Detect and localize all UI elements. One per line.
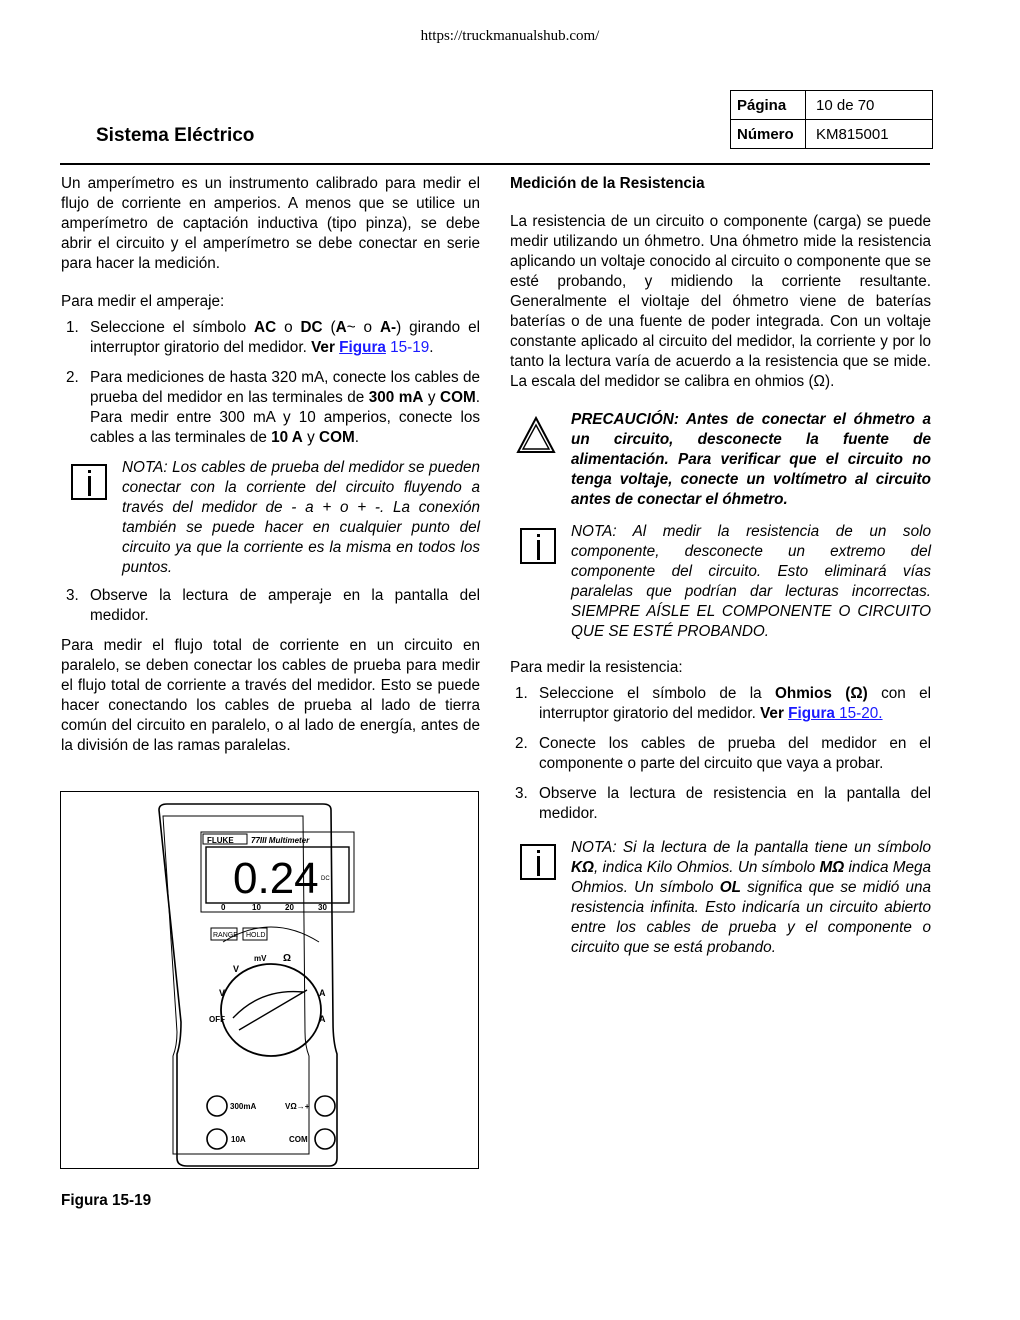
- a-ac-symbol: A: [335, 319, 347, 336]
- a-dc-symbol: A-: [379, 319, 397, 336]
- figure-ref: 15-19: [385, 339, 430, 356]
- ac-symbol: AC: [254, 319, 277, 336]
- note-isolate: [510, 522, 931, 642]
- ammeter-intro: Un amperímetro es un instrumento calibrado para medir el flujo de corriente en amperios. A menos que se utilice un amperímetro de captación inductiva (tipo pinza), se debe abrir el circuito y el amperímetro se debe conectar en serie para hacer la medición.: [61, 175, 480, 272]
- multimeter-illustration: [61, 792, 478, 1168]
- terminal-com: COM: [319, 429, 355, 446]
- scale-0: 0: [221, 903, 226, 912]
- scale-20: 20: [285, 903, 294, 912]
- step-text: Para mediciones de hasta 320 mA, conecte los cables de prueba del medidor en las terminales de: [90, 369, 480, 406]
- hold-button[interactable]: HOLD: [246, 932, 266, 939]
- step-text: Observe la lectura de amperaje en la pantalla del medidor.: [90, 587, 480, 624]
- terminal-v-ohm-label: VΩ→+: [285, 1102, 310, 1111]
- source-url: https://truckmanualshub.com/: [420, 28, 600, 44]
- amperage-lead: Para medir el amperaje:: [61, 293, 225, 310]
- step-text: y: [423, 389, 441, 406]
- meter-reading: 0.24: [233, 854, 319, 903]
- caution-text: PRECAUCIÓN: Antes de conectar el óhmetro a un circuito, desconecte la fuente de alimentación. Para verificar que el circuito no tenga voltaje, conecte un voltímetro al circuito antes de conectar el óhmetro.: [571, 411, 931, 508]
- resistance-step-2: [510, 734, 931, 774]
- terminal-com: COM: [440, 389, 476, 406]
- note-text: indica Mega Ohmios. Un símbolo: [571, 859, 932, 896]
- figure-15-19: [60, 791, 479, 1169]
- amperage-steps-cont: [61, 586, 480, 626]
- step-text: Seleccione el símbolo de la: [539, 685, 775, 702]
- step-text: ) girando el interruptor giratorio del medidor.: [90, 319, 480, 356]
- resistance-step-1: [510, 684, 931, 724]
- page-value: 10 de 70: [806, 91, 933, 120]
- note-text: NOTA: Al medir la resistencia de un solo componente, desconecte un extremo del componente del circuito. Esto eliminará vías paralelas que podrían dar lecturas incorrectas. SIEMPRE AÍSLE EL COMPONENTE O CIRCUITO QUE SE ESTÉ PROBANDO.: [571, 523, 931, 640]
- figure-ref: 15-20.: [834, 705, 883, 722]
- number-label: Número: [731, 120, 806, 149]
- step-text: con el interruptor giratorio del medidor.: [539, 685, 931, 722]
- note-text: NOTA: Los cables de prueba del medidor se pueden conectar con la corriente del circuito fluyendo a través del medidor de - a + o + -. La conexión también se puede hacer en cualquier punto del circuito ya que la corriente es la misma en todos los puntos.: [122, 459, 480, 576]
- resistance-step-3: [510, 784, 931, 824]
- dial-a-ac-label: A: [319, 988, 326, 998]
- meter-model: 77III Multimeter: [251, 836, 310, 845]
- parallel-paragraph: Para medir el flujo total de corriente en un circuito en paralelo, se deben conectar los cables de prueba para medir el flujo total de corriente a través del medidor. Esto se puede hacer conectando los cables de prueba al lado de tierra común del circuito en paralelo, o al lado de energía, antes de la división de las ramas paralelas.: [61, 637, 480, 754]
- kilo-ohm-symbol: KΩ: [571, 859, 594, 876]
- amperage-step-1: [61, 318, 480, 358]
- range-button[interactable]: RANGE: [213, 932, 238, 939]
- resistance-lead: Para medir la resistencia:: [510, 659, 683, 676]
- step-text: Observe la lectura de resistencia en la pantalla del medidor.: [539, 785, 931, 822]
- dc-symbol: DC: [300, 319, 323, 336]
- figure-link-15-20[interactable]: Figura: [788, 705, 835, 722]
- step-text: y: [302, 429, 320, 446]
- resistance-steps: [510, 684, 931, 824]
- step-text: (: [322, 319, 336, 336]
- note-text: NOTA: Si la lectura de la pantalla tiene un símbolo: [571, 839, 931, 856]
- info-icon: [520, 844, 556, 880]
- header-rule: [60, 163, 930, 165]
- step-text: .: [429, 339, 434, 356]
- ol-symbol: OL: [719, 879, 741, 896]
- step-text: Seleccione el símbolo: [90, 319, 255, 336]
- note-text: , indica Kilo Ohmios. Un símbolo: [594, 859, 820, 876]
- ver-label: Ver: [311, 339, 335, 356]
- step-text: . Para medir entre 300 mA y 10 amperios, conecte los cables a las terminales de: [90, 389, 480, 446]
- mega-ohm-symbol: MΩ: [819, 859, 845, 876]
- ohm-symbol: Ohmios (Ω): [774, 685, 868, 702]
- info-icon: [520, 528, 556, 564]
- page-label: Página: [731, 91, 806, 120]
- dial-off-label: OFF: [209, 1015, 225, 1024]
- dial-v-ac-label: V: [219, 988, 226, 998]
- terminal-com-label: COM: [289, 1135, 308, 1144]
- terminal-300ma: 300 mA: [368, 389, 424, 406]
- terminal-10a-label: 10A: [231, 1135, 246, 1144]
- terminal-300ma-label: 300mA: [230, 1102, 257, 1111]
- warning-triangle-icon: [516, 416, 556, 454]
- step-text: o: [276, 319, 301, 336]
- meter-brand: FLUKE: [207, 836, 234, 845]
- resistance-heading: Medición de la Resistencia: [510, 175, 705, 192]
- step-number: 2.: [515, 735, 528, 752]
- step-number: 1.: [66, 319, 79, 336]
- amperage-step-2: [61, 368, 480, 448]
- step-text: Conecte los cables de prueba del medidor en el componente o parte del circuito que vaya a probar.: [539, 735, 931, 772]
- step-number: 3.: [515, 785, 528, 802]
- left-column: [61, 174, 480, 756]
- scale-30: 30: [318, 903, 327, 912]
- step-text: ~ o: [346, 319, 380, 336]
- meter-reading-unit: DC: [321, 876, 330, 882]
- amperage-step-3: [61, 586, 480, 626]
- dial-mv-label: mV: [254, 954, 267, 963]
- step-text: .: [354, 429, 359, 446]
- step-number: 2.: [66, 369, 79, 386]
- dial-ohm-label: Ω: [283, 953, 292, 964]
- info-icon: [71, 464, 107, 500]
- figure-caption: Figura 15-19: [61, 1192, 152, 1209]
- dial-v-dc-label: V: [233, 964, 240, 974]
- step-number: 3.: [66, 587, 79, 604]
- right-column: [510, 174, 931, 966]
- section-title: Sistema Eléctrico: [96, 125, 255, 146]
- step-number: 1.: [515, 685, 528, 702]
- caution-box: [510, 410, 931, 510]
- note-polarity: [61, 458, 480, 578]
- scale-10: 10: [252, 903, 261, 912]
- note-units: [510, 838, 931, 958]
- figure-link-15-19[interactable]: Figura: [339, 339, 386, 356]
- number-value: KM815001: [806, 120, 933, 149]
- ver-label: Ver: [760, 705, 784, 722]
- dial-a-dc-label: A: [319, 1014, 326, 1024]
- resistance-intro: La resistencia de un circuito o componente (carga) se puede medir utilizando un óhmetro. Una óhmetro mide la resistencia aplicando un voltaje conocido al circuito o componente que se esté probando, y midiendo la corriente resultante. Generalmente el vioItaje del óhmetro viene de baterías baterías o de una fuente de poder integrada. Con un voltaje constante aplicado al circuito del medidor, la corriente y por lo tanto la lectura varía de acuerdo a la resistencia que se mide. La escala del medidor se calibra en ohmios (Ω).: [510, 213, 931, 390]
- amperage-steps: [61, 318, 480, 448]
- terminal-10a: 10 A: [271, 429, 303, 446]
- page-meta-table: [730, 90, 933, 149]
- note-text: significa que se midió una resistencia infinita. Esto indicaría un circuito abierto entre los cables de prueba y el componente o circuito que se está probando.: [571, 879, 931, 956]
